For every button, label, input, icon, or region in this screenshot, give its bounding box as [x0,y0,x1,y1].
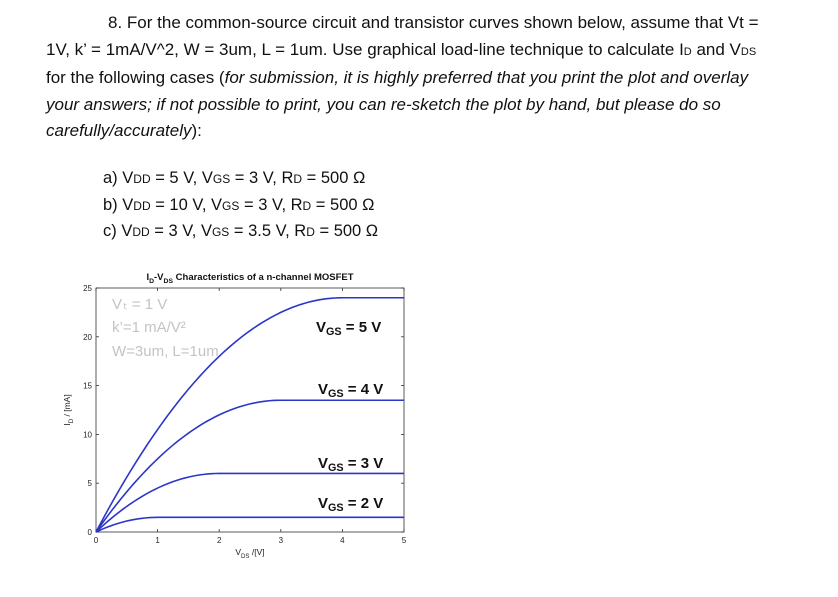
case-item: b) VDD = 10 V, VGS = 3 V, RD = 500 Ω [103,195,375,214]
chart-title: $I_D-V_{DS}$ Characteristics of a n-channel MOSFET [146,272,354,285]
problem-number: 8. [108,13,123,32]
x-tick-label: 1 [155,536,160,545]
problem-line-4: your answers; if not possible to print, you can re-sketch the plot by hand, but please do so [46,94,721,114]
problem-line-1-text: For the common-source circuit and transistor curves shown below, assume that Vt = [126,13,759,32]
problem-line-5-italic: carefully/accurately [46,121,192,140]
problem-line-2-a: 1V, k’ = 1mA/V^2, W = 3um, L = 1um. Use graphical load-line technique to calculate I [46,39,684,59]
problem-line-3-text: for the following cases ( [46,68,225,87]
x-tick-label: 4 [340,536,345,545]
x-tick-label: 2 [216,536,222,545]
problem-line-3-italic: for submission, it is highly preferred that you print the plot and overlay [224,68,749,87]
y-tick-label: 0 [87,528,92,537]
problem-line-2-b: and V [691,39,741,59]
curve-label-vgs-5: $V_{GS} = 5$ V [316,319,382,338]
y-tick-label: 10 [83,430,92,440]
x-tick-label: 3 [278,536,284,545]
x-tick-label: 5 [401,536,407,545]
curve-label-vgs-2: $V_{GS} = 2$ V [318,495,384,514]
curve-label-vgs-4: $V_{GS} = 4$ V [318,381,384,400]
y-tick-label: 25 [83,284,92,293]
param-wl: W=3um, L=1um [112,343,219,360]
vds-subscript: DS [740,45,757,58]
y-tick-label: 15 [83,381,92,391]
x-tick-label: 0 [93,536,99,545]
y-tick-label: 5 [87,479,92,489]
case-item: a) VDD = 5 V, VGS = 3 V, RD = 500 Ω [103,169,366,187]
y-tick-label: 20 [83,332,92,342]
curve-vgs-2 [96,517,404,532]
id-subscript: D [683,45,692,58]
y-axis-label: $I_D / [mA]$ [62,394,75,426]
param-k: k’=1 mA/V² [112,319,186,336]
param-vt: V ₜ = 1 V [112,296,168,313]
case-item: c) VDD = 3 V, VGS = 3.5 V, RD = 500 Ω [103,222,379,240]
x-axis-label: $V_{DS}$ /[V] [235,547,265,560]
problem-line-5-end: ): [191,121,202,140]
curve-label-vgs-3: $V_{GS} = 3$ V [318,455,384,474]
